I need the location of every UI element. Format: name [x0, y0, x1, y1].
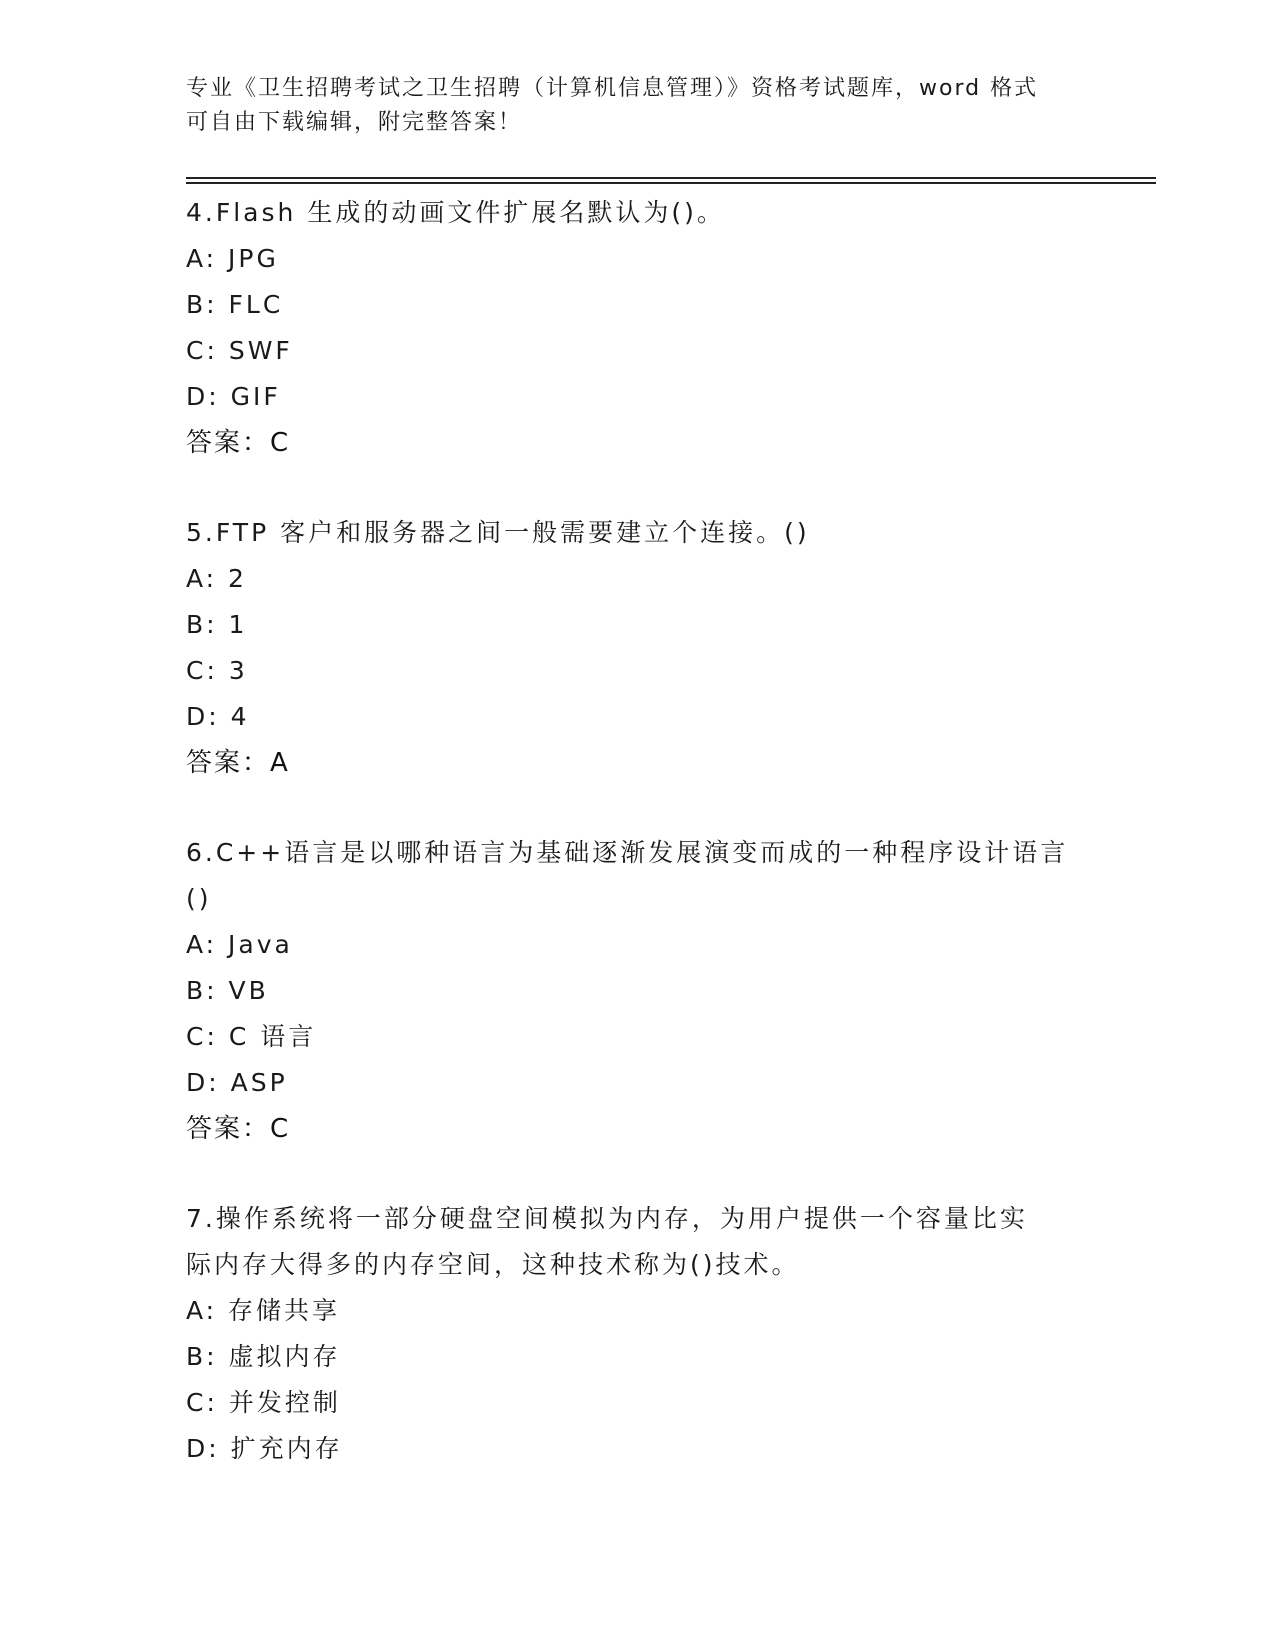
- option-a: A: JPG: [186, 244, 279, 273]
- option-c: C: C 语言: [186, 1022, 317, 1051]
- option-a: A: Java: [186, 930, 293, 959]
- option-d: D: 扩充内存: [186, 1434, 343, 1463]
- document-header: [186, 72, 1076, 140]
- answer-text: 答案：C: [186, 1114, 291, 1144]
- header-line: 可自由下载编辑，附完整答案！: [186, 110, 523, 135]
- question-text-continued: (): [186, 884, 212, 913]
- option-b: B: VB: [186, 976, 269, 1005]
- question-item: [186, 190, 1086, 466]
- option-b: B: FLC: [186, 290, 284, 319]
- option-d: D: ASP: [186, 1068, 288, 1097]
- option-c: C: SWF: [186, 336, 293, 365]
- header-divider: [186, 182, 1156, 184]
- option-b: B: 1: [186, 610, 248, 639]
- question-item: [186, 1196, 1086, 1472]
- option-c: C: 3: [186, 656, 248, 685]
- question-text: 7.操作系统将一部分硬盘空间模拟为内存，为用户提供一个容量比实: [186, 1204, 1028, 1233]
- answer-text: 答案：C: [186, 428, 291, 458]
- header-divider: [186, 177, 1156, 179]
- option-a: A: 2: [186, 564, 247, 593]
- question-item: [186, 830, 1086, 1152]
- question-text: 4.Flash 生成的动画文件扩展名默认为()。: [186, 198, 725, 227]
- question-text: 5.FTP 客户和服务器之间一般需要建立个连接。(): [186, 518, 810, 547]
- option-b: B: 虚拟内存: [186, 1342, 341, 1371]
- option-d: D: 4: [186, 702, 250, 731]
- option-a: A: 存储共享: [186, 1296, 341, 1325]
- option-c: C: 并发控制: [186, 1388, 341, 1417]
- question-text: 6.C++语言是以哪种语言为基础逐渐发展演变而成的一种程序设计语言: [186, 838, 1069, 867]
- question-list: [186, 190, 1086, 1516]
- question-text-continued: 际内存大得多的内存空间，这种技术称为()技术。: [186, 1250, 800, 1279]
- question-item: [186, 510, 1086, 786]
- header-line: 专业《卫生招聘考试之卫生招聘（计算机信息管理）》资格考试题库，word 格式: [186, 76, 1039, 101]
- option-d: D: GIF: [186, 382, 281, 411]
- answer-text: 答案：A: [186, 748, 290, 778]
